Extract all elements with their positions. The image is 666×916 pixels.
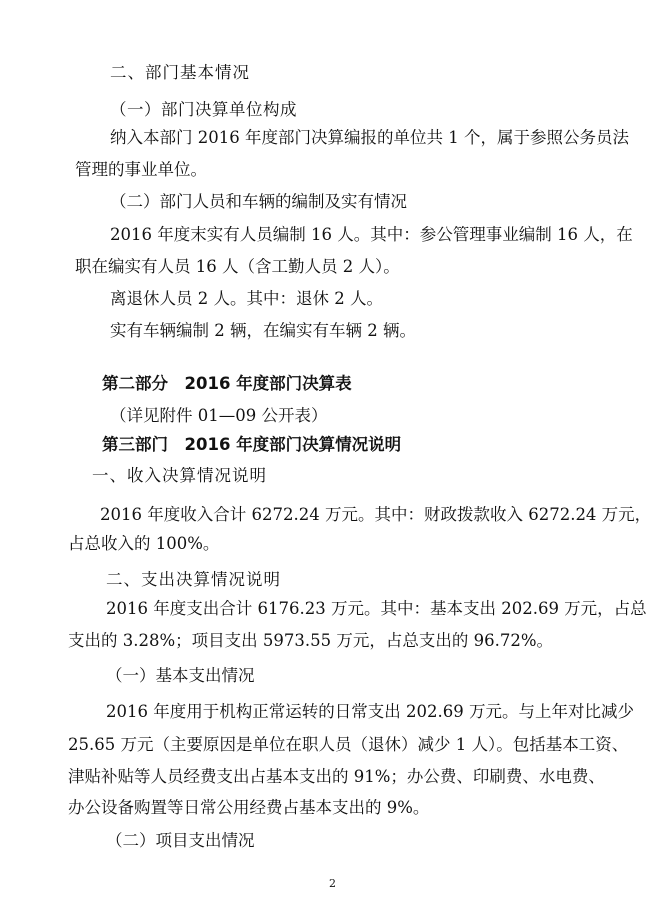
part-two-title: 第二部分 2016 年度部门决算表 — [102, 374, 352, 393]
subheading-staff-vehicles: （二）部门人员和车辆的编制及实有情况 — [110, 192, 407, 211]
subheading-basic-expense: （一）基本支出情况 — [106, 666, 255, 685]
heading-income: 一、收入决算情况说明 — [92, 466, 267, 485]
paragraph-basic-expense-line-3: 津贴补贴等人员经费支出占基本支出的 91%；办公费、印刷费、水电费、 — [68, 767, 605, 786]
page-number: 2 — [329, 877, 336, 890]
part-three-title: 第三部门 2016 年度部门决算情况说明 — [102, 435, 402, 454]
paragraph-basic-expense-line-2: 25.65 万元（主要原因是单位在职人员（退休）减少 1 人）。包括基本工资、 — [68, 735, 629, 754]
paragraph-income-line-2: 占总收入的 100%。 — [68, 534, 220, 553]
paragraph-expense-line-1: 2016 年度支出合计 6176.23 万元。其中：基本支出 202.69 万元，占总 — [106, 599, 647, 618]
paragraph-basic-expense-line-4: 办公设备购置等日常公用经费占基本支出的 9%。 — [68, 798, 430, 817]
part-two-note: （详见附件 01—09 公开表） — [110, 406, 328, 425]
paragraph-retired: 离退休人员 2 人。其中：退休 2 人。 — [110, 289, 383, 308]
paragraph-vehicles: 实有车辆编制 2 辆，在编实有车辆 2 辆。 — [110, 321, 416, 340]
section-heading-basic-info: 二、部门基本情况 — [110, 63, 250, 82]
paragraph-units-line-2: 管理的事业单位。 — [75, 160, 207, 179]
subheading-units: （一）部门决算单位构成 — [110, 100, 297, 119]
paragraph-units-line-1: 纳入本部门 2016 年度部门决算编报的单位共 1 个，属于参照公务员法 — [110, 128, 629, 147]
paragraph-staff-line-2: 职在编实有人员 16 人（含工勤人员 2 人）。 — [75, 257, 400, 276]
paragraph-staff-line-1: 2016 年度末实有人员编制 16 人。其中：参公管理事业编制 16 人，在 — [110, 225, 633, 244]
paragraph-expense-line-2: 支出的 3.28%；项目支出 5973.55 万元，占总支出的 96.72%。 — [68, 631, 554, 650]
subheading-project-expense: （二）项目支出情况 — [106, 831, 255, 850]
paragraph-income-line-1: 2016 年度收入合计 6272.24 万元。其中：财政拨款收入 6272.24 万元， — [100, 505, 652, 524]
paragraph-basic-expense-line-1: 2016 年度用于机构正常运转的日常支出 202.69 万元。与上年对比减少 — [106, 702, 634, 721]
heading-expense: 二、支出决算情况说明 — [106, 570, 281, 589]
